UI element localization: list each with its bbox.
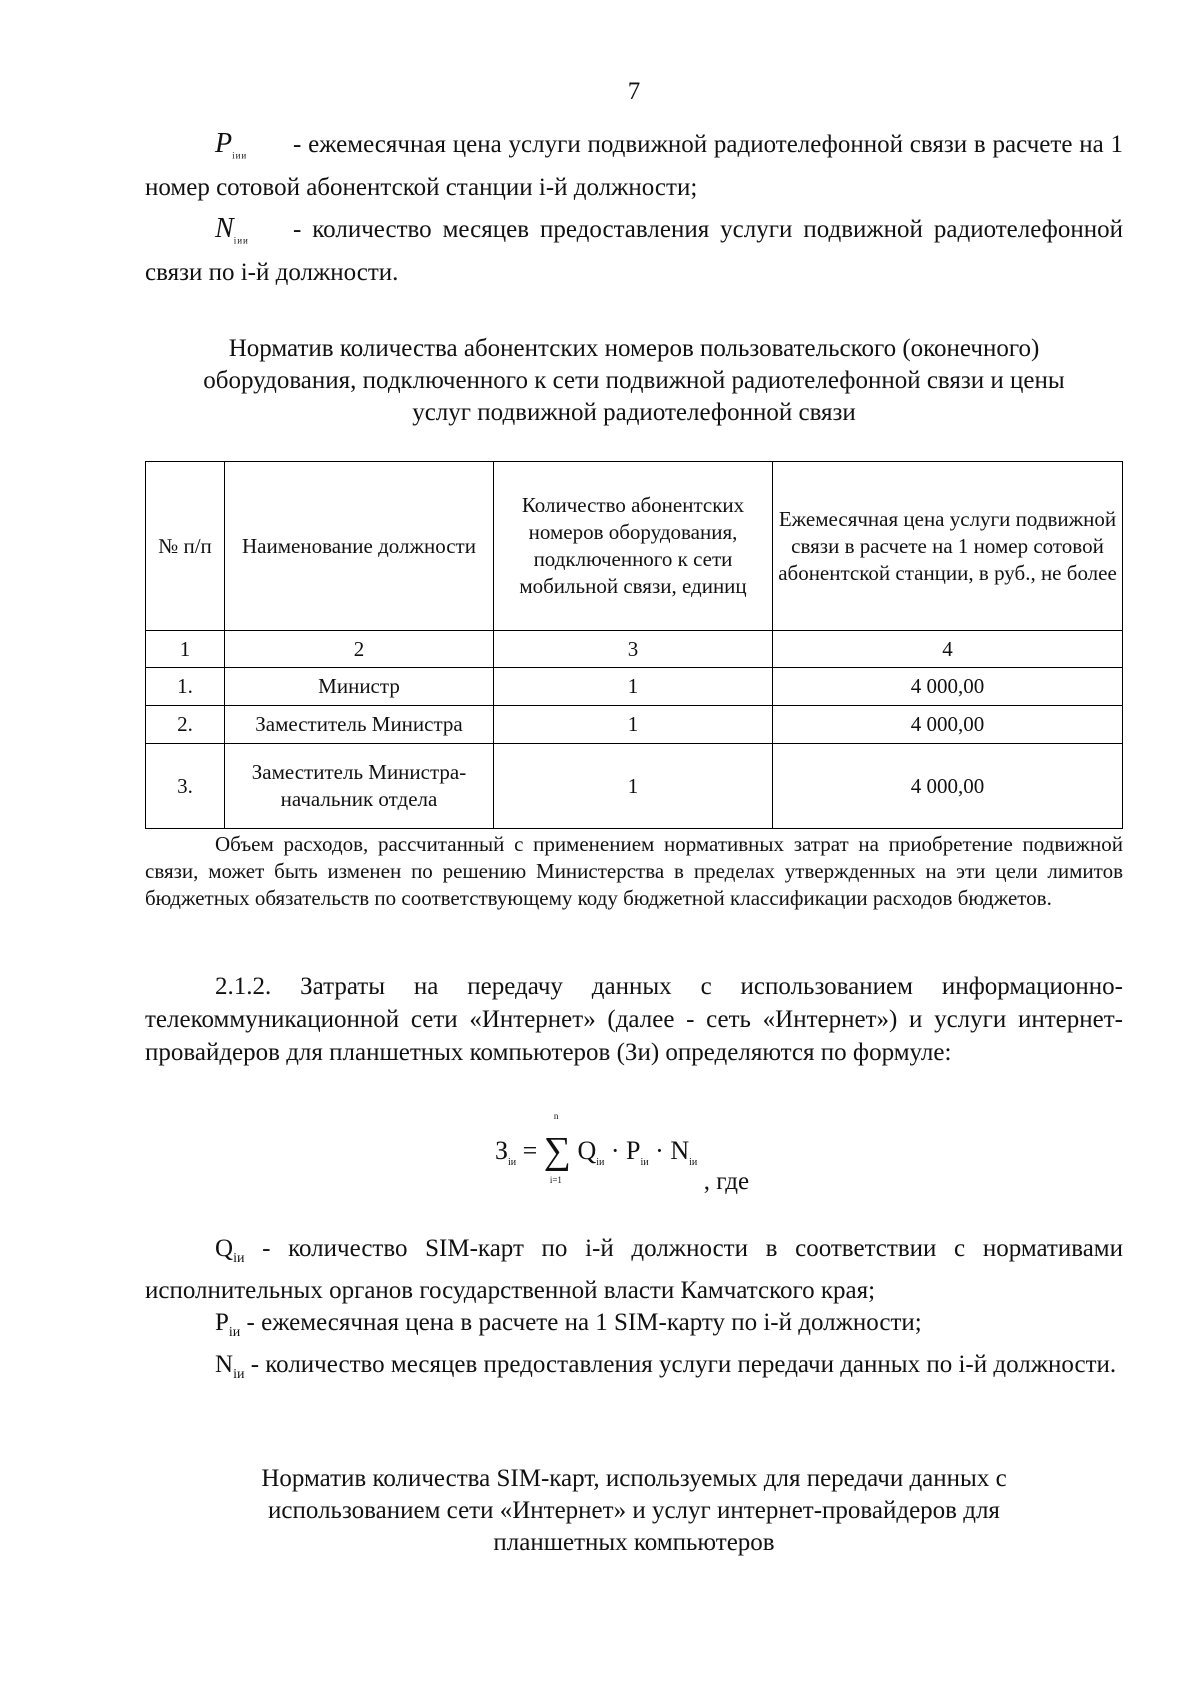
cell: 2	[225, 631, 494, 668]
table-row	[146, 744, 1123, 829]
symbol-n: $N_{iии}$	[215, 213, 249, 246]
section-2-1-2	[145, 970, 1123, 1069]
definition-text: - количество месяцев предоставления услуги подвижной радиотелефонной связи по i-й должности.	[145, 216, 1123, 286]
table-row	[146, 668, 1123, 706]
cell: 1	[494, 744, 773, 829]
definition-n2: $N_{iи}$ - количество месяцев предоставления услуги передачи данных по i-й должности.	[215, 1351, 1117, 1382]
norm-table	[145, 461, 1123, 829]
header-cell: Наименование должности	[225, 462, 494, 631]
table-row	[146, 706, 1123, 744]
sum-symbol: ∑	[543, 1130, 571, 1172]
table1-title: Норматив количества абонентских номеров пользовательского (оконечного) оборудования, подключенного к сети подвижной радиотелефонной связи и цены услуг подвижной радиотелефонной связи	[203, 335, 1065, 426]
header-cell: № п/п	[146, 462, 225, 631]
cell: 1.	[146, 668, 225, 706]
cell: 1	[494, 668, 773, 706]
definition-p2: $P_{iи}$ - ежемесячная цена в расчете на 1 SIM-карту по i-й должности;	[215, 1309, 922, 1340]
cell: 4 000,00	[773, 668, 1123, 706]
definition-n	[145, 213, 1123, 289]
cell: Министр	[225, 668, 494, 706]
formula: $З_{iи}$ = n ∑ i=1 $Q_{iи} \cdot P_{iи} \cdot N_{iи}$ , где	[495, 1111, 750, 1195]
cell: 1	[494, 706, 773, 744]
cell: 3	[494, 631, 773, 668]
table1-title-wrap	[145, 333, 1123, 429]
cell: 4 000,00	[773, 706, 1123, 744]
section-text: 2.1.2. Затраты на передачу данных с использованием информационно-телекоммуникационной сети «Интернет» (далее - сеть «Интернет») и услуги интернет-провайдеров для планшетных компьютеров (Зи) определяются по формуле:	[145, 973, 1123, 1066]
note-block	[145, 831, 1123, 912]
cell: Заместитель Министра-начальник отдела	[225, 744, 494, 829]
header-cell: Количество абонентских номеров оборудования, подключенного к сети мобильной связи, единиц	[494, 462, 773, 631]
table-header-row	[146, 462, 1123, 631]
note-text: Объем расходов, рассчитанный с применением нормативных затрат на приобретение подвижной связи, может быть изменен по решению Министерства в пределах утвержденных на эти цели лимитов бюджетных обязательств по соответствующему коду бюджетной классификации расходов бюджетов.	[145, 832, 1123, 910]
header-cell: Ежемесячная цена услуги подвижной связи в расчете на 1 номер сотовой абонентской станции, в руб., не более	[773, 462, 1123, 631]
cell: 4	[773, 631, 1123, 668]
definition-text: - ежемесячная цена услуги подвижной радиотелефонной связи в расчете на 1 номер сотовой абонентской станции i-й должности;	[145, 131, 1123, 201]
column-number-row	[146, 631, 1123, 668]
cell: 2.	[146, 706, 225, 744]
definition-p	[145, 128, 1123, 204]
cell: 4 000,00	[773, 744, 1123, 829]
cell: Заместитель Министра	[225, 706, 494, 744]
definitions-bottom	[145, 1233, 1123, 1391]
page-number: 7	[627, 78, 641, 105]
symbol-p: $P_{iии}$	[215, 128, 248, 161]
definition-q: $Q_{iи}$ - количество SIM-карт по i-й должности в соответствии с нормативами исполнительных органов государственной власти Камчатского края;	[145, 1235, 1123, 1304]
cell: 3.	[146, 744, 225, 829]
cell: 1	[146, 631, 225, 668]
table2-title: Норматив количества SIM-карт, используемых для передачи данных с использованием сети «Интернет» и услуг интернет-провайдеров для планшетных компьютеров	[261, 1465, 1007, 1556]
table2-title-wrap	[145, 1463, 1123, 1559]
